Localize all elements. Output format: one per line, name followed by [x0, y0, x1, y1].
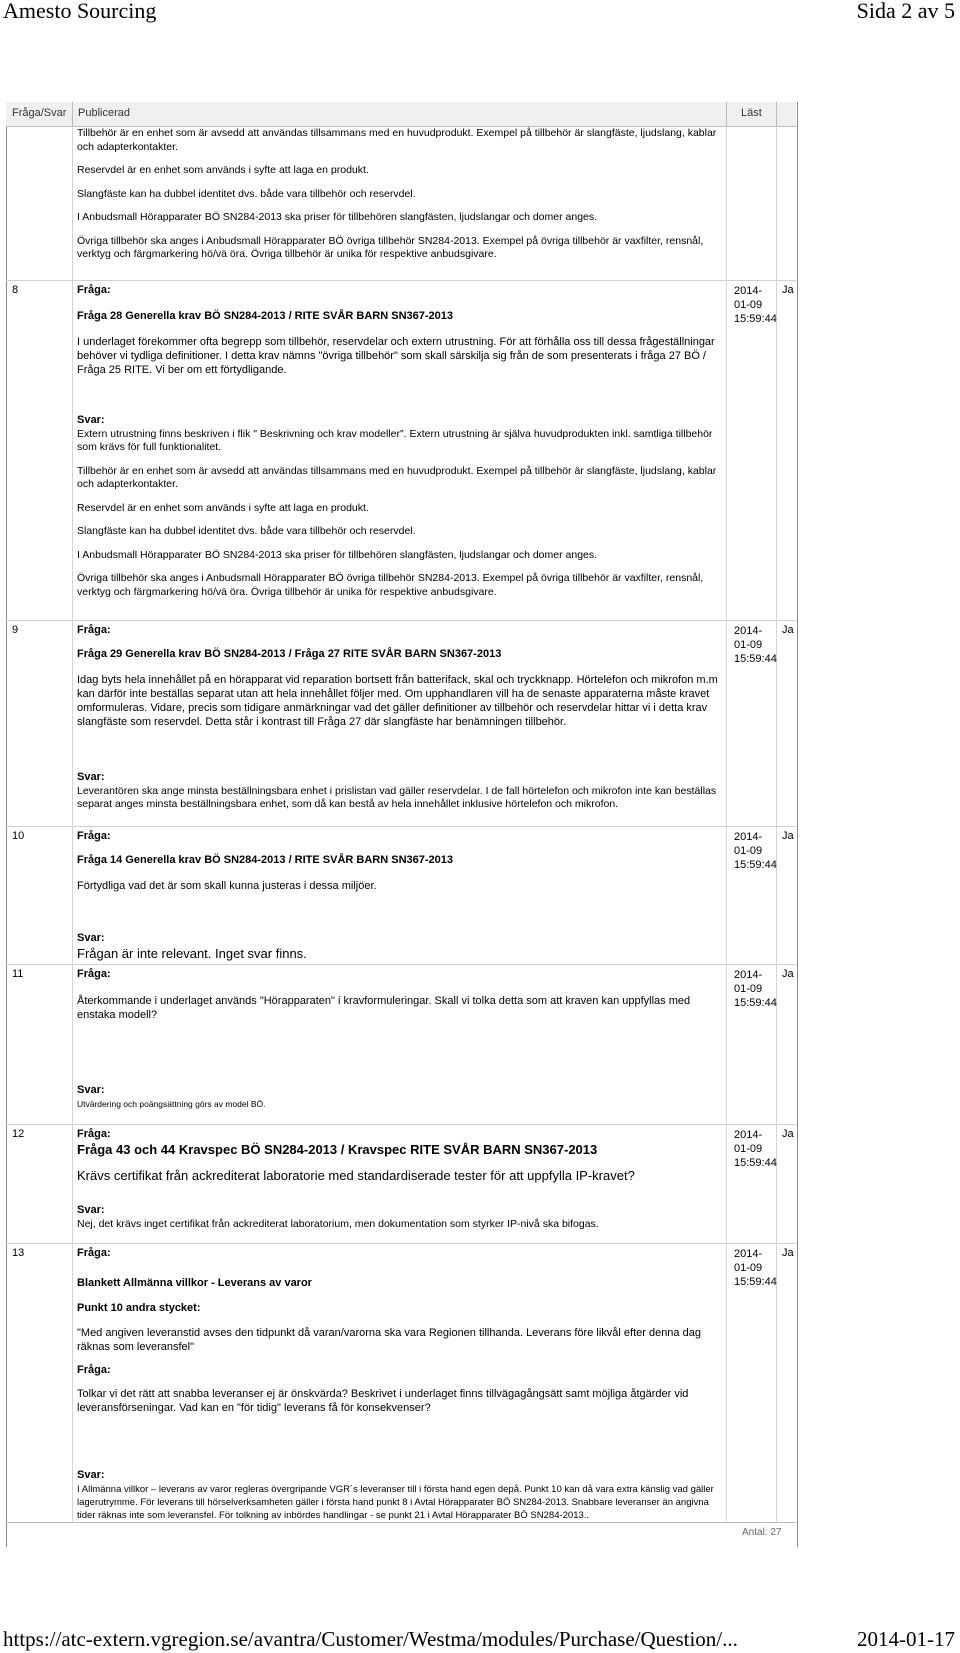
page-footer-url: https://atc-extern.vgregion.se/avantra/Customer/Westma/modules/Purchase/Question/... [3, 1627, 738, 1651]
answer-text: I Allmänna villkor – leverans av varor regleras övergripande VGR´s leveranser till i första hand egen depå. Punkt 10 kan då vara extra känslig vad gäller lagerutrymme. För leverans till hörselverksamheten gäller i första hand punkt 8 i Avtal Hörapparater BÖ SN284-2013. Snabbare leveranser än angivna tider räknas inte som leveransfel. För tolkning av inbördes handlingar - se punkt 21 i Avtal Hörapparater BÖ SN284-2013.. [77, 1483, 714, 1521]
question-label: Fråga: [77, 968, 111, 980]
published-date: 2014- 01-09 15:59:44 [734, 625, 777, 665]
answer-text: Nej, det krävs inget certifikat från ackrediterat laboratorium, men dokumentation som styrker IP-nivå ska bifogas. [77, 1217, 599, 1230]
row-number: 8 [12, 284, 19, 296]
row-number: 12 [12, 1128, 25, 1140]
row-number: 11 [12, 968, 24, 980]
column-divider [776, 102, 777, 126]
column-line [776, 126, 777, 1522]
row-divider [6, 620, 796, 621]
answer-label: Svar: [77, 1469, 105, 1481]
row-divider [6, 1124, 796, 1125]
answer-label: Svar: [77, 932, 105, 944]
answer-paragraph: Tillbehör är en enhet som är avsedd att användas tillsammans med en huvudprodukt. Exempel på tillbehör är slangfäste, ljudslang, kablar och adapterkontakter. [77, 127, 717, 153]
column-line [726, 126, 727, 1522]
row-number: 9 [12, 624, 19, 636]
column-header-published[interactable]: Publicerad [78, 107, 130, 119]
answer-label: Svar: [77, 414, 105, 426]
question-quote: "Med angiven leveranstid avses den tidpunkt då varan/varorna ska vara Regionen tillhanda. Leverans före likvål efter denna dag räknas som leveransfel" [77, 1326, 701, 1353]
question-title: Fråga 43 och 44 Kravspec BÖ SN284-2013 / Kravspec RITE SVÅR BARN SN367-2013 [77, 1141, 598, 1157]
published-date: 2014- 01-09 15:59:44 [734, 969, 777, 1009]
answer-paragraph: Reservdel är en enhet som används i syfte att laga en produkt. [77, 164, 369, 176]
answer-paragraph: Reservdel är en enhet som används i syfte att laga en produkt. [77, 501, 369, 514]
published-date: 2014- 01-09 15:59:44 [734, 1248, 777, 1288]
column-line [72, 126, 73, 1522]
question-text: Krävs certifikat från ackrediterat laboratorie med standardiserade tester för att uppfylla IP-kravet? [77, 1167, 635, 1183]
question-title: Blankett Allmänna villkor - Leverans av varor [77, 1276, 312, 1289]
column-header-read[interactable]: Läst [741, 107, 762, 119]
question-subheading: Punkt 10 andra stycket: [77, 1302, 201, 1314]
row-count: Antal: 27 [742, 1527, 782, 1538]
row-number: 10 [12, 830, 25, 842]
row-divider [6, 280, 796, 281]
answer-paragraph: Extern utrustning finns beskriven i flik " Beskrivning och krav modeller". Extern utrustning är själva huvudprodukten inkl. samtliga tillbehör som krävs för full funktionalitet. [77, 427, 713, 453]
question-label: Fråga: [77, 624, 111, 636]
published-date: 2014- 01-09 15:59:44 [734, 285, 777, 325]
table-footer-divider [6, 1522, 796, 1523]
answer-label: Svar: [77, 771, 105, 783]
row-divider [6, 964, 796, 965]
published-date: 2014- 01-09 15:59:44 [734, 1129, 777, 1169]
read-status: Ja [782, 1128, 794, 1140]
question-label: Fråga: [77, 830, 111, 842]
answer-label: Svar: [77, 1084, 105, 1096]
answer-paragraph: I Anbudsmall Hörapparater BÖ SN284-2013 ska priser för tillbehören slangfästen, ljudslangar och domer anges. [77, 548, 598, 561]
question-title: Fråga 29 Generella krav BÖ SN284-2013 / Fråga 27 RITE SVÅR BARN SN367-2013 [77, 647, 502, 660]
answer-paragraph: I Anbudsmall Hörapparater BÖ SN284-2013 ska priser för tillbehören slangfästen, ljudslangar och domer anges. [77, 211, 598, 223]
row-number: 13 [12, 1247, 25, 1259]
read-status: Ja [782, 1247, 794, 1259]
question-text: Återkommande i underlaget används "Hörapparaten" i kravformuleringar. Skall vi tolka detta som att kraven kan uppfyllas med enstaka modell? [77, 994, 691, 1021]
page-header-title: Amesto Sourcing [3, 0, 157, 23]
page-number: Sida 2 av 5 [856, 0, 955, 23]
answer-text: Utvärdering och poängsättning görs av model BÖ. [77, 1098, 266, 1109]
answer-paragraph: Övriga tillbehör ska anges i Anbudsmall Hörapparater BÖ övriga tillbehör SN284-2013. Exempel på övriga tillbehör är vaxfilter, rensnål, verktyg och färgmarkering hö/vä öra. Övriga tillbehör är unika för respektive anbudsgivare. [77, 234, 704, 260]
answer-text: Frågan är inte relevant. Inget svar finns. [77, 945, 307, 961]
answer-label: Svar: [77, 1204, 105, 1216]
answer-paragraph: Övriga tillbehör ska anges i Anbudsmall Hörapparater BÖ övriga tillbehör SN284-2013. Exempel på övriga tillbehör är vaxfilter, rensnål, verktyg och färgmarkering hö/vä öra. Övriga tillbehör är unika för respektive anbudsgivare. [77, 572, 704, 598]
question-label: Fråga: [77, 1128, 111, 1140]
question-label: Fråga: [77, 284, 111, 296]
row-divider [6, 1243, 796, 1244]
table-header [6, 102, 796, 127]
column-divider [72, 102, 73, 126]
answer-paragraph: Slangfäste kan ha dubbel identitet dvs. både vara tillbehör och reservdel. [77, 525, 416, 537]
question-text: Förtydliga vad det är som skall kunna justeras i dessa miljöer. [77, 880, 377, 892]
question-label: Fråga: [77, 1363, 111, 1376]
column-header-qa[interactable]: Fråga/Svar [12, 107, 67, 119]
question-text: I underlaget förekommer ofta begrepp som tillbehör, reservdelar och extern utrustning. För att förhålla oss till dessa frågeställningar behöver vi tydliga definitioner. I detta krav nämns "övriga tillbehör" som skall särskilja sig från de som presenterats i fråga 27 BÖ / Fråga 25 RITE. Vi ber om ett förtydligande. [77, 336, 715, 376]
read-status: Ja [782, 968, 794, 980]
answer-paragraph: Slangfäste kan ha dubbel identitet dvs. både vara tillbehör och reservdel. [77, 187, 416, 200]
answer-text: Leverantören ska ange minsta beställningsbara enhet i prislistan vad gäller reservdelar. I de fall hörtelefon och mikrofon inte kan beställas separat anges minsta beställningsbara enhet, som då kan bestå av hela innehållet inklusive hörtelefon och mikrofon. [77, 784, 717, 810]
answer-paragraph: Tillbehör är en enhet som är avsedd att användas tillsammans med en huvudprodukt. Exempel på tillbehör är slangfäste, ljudslang, kablar och adapterkontakter. [77, 464, 717, 490]
question-label: Fråga: [77, 1247, 111, 1259]
page-footer-date: 2014-01-17 [857, 1627, 955, 1651]
read-status: Ja [782, 624, 794, 636]
question-text: Idag byts hela innehållet på en hörapparat vid reparation bortsett från batterifack, skal och tryckknapp. Hörtelefon och mikrofon m.m kan därför inte beställas separat utan att hela innehållet följer med. Om upphandlaren vill ha de senaste apparaterna måste kravet omformuleras. Vidare, precis som tidigare anmärkningar vad det gäller definitioner av tillbehör och reservdelar hittar vi i detta krav slangfäste som reservdel. Detta står i kontrast till Fråga 27 där slangfäste har benämningen tillbehör. [77, 674, 718, 728]
read-status: Ja [782, 830, 794, 842]
question-title: Fråga 28 Generella krav BÖ SN284-2013 / RITE SVÅR BARN SN367-2013 [77, 309, 454, 322]
row-divider [6, 826, 796, 827]
question-text: Tolkar vi det rätt att snabba leveranser ej är önskvärda? Beskrivet i underlaget finns tillvägagångsätt samt möjliga åtgärder vid leveransförseningar. Vad kan en "för tidig" leverans få för konsekvenser? [77, 1388, 689, 1414]
read-status: Ja [782, 284, 794, 296]
column-divider [726, 102, 727, 126]
continued-answer [77, 127, 721, 272]
published-date: 2014- 01-09 15:59:44 [734, 831, 777, 871]
question-title: Fråga 14 Generella krav BÖ SN284-2013 / RITE SVÅR BARN SN367-2013 [77, 853, 454, 866]
